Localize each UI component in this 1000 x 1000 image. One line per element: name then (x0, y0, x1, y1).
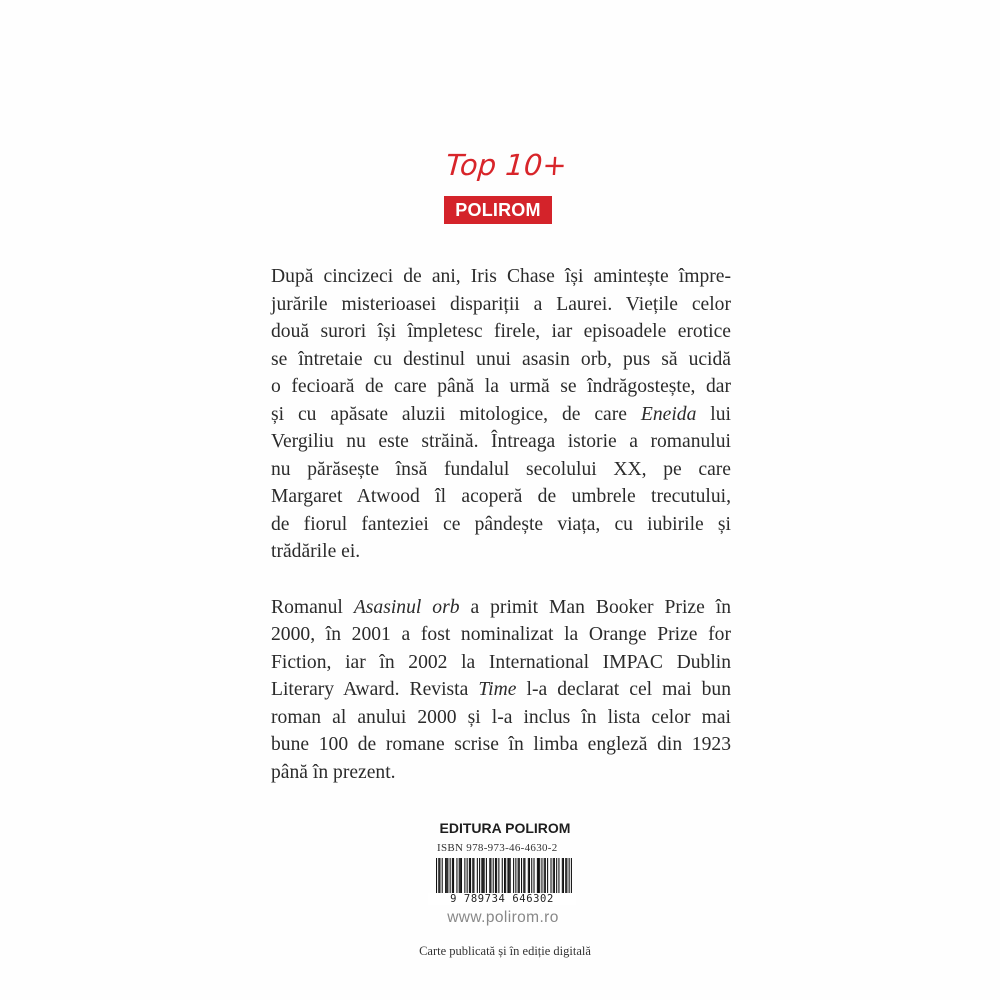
barcode-bar (519, 858, 520, 894)
blurb-line: 2000, în 2001 a fost nominalizat la Orange Prize for (271, 624, 731, 645)
blurb-line: Margaret Atwood îl acoperă de umbrele trecutului, (271, 486, 731, 507)
barcode-bar (544, 858, 545, 894)
barcode-bar (515, 858, 516, 894)
barcode-bar (460, 858, 461, 894)
blurb-line: bune 100 de romane scrise în limba engleză din 1923 (271, 734, 731, 755)
book-title-eneida: Eneida (640, 403, 697, 425)
blurb-line: o fecioară de care până la urmă se îndrăgostește, dar (271, 376, 731, 397)
barcode-bar (523, 858, 524, 894)
isbn: ISBN 978-973-46-4630-2 (437, 842, 558, 854)
blurb-line (271, 676, 731, 704)
barcode-bar (445, 858, 446, 894)
barcode-bar (545, 858, 546, 894)
blurb-paragraph-1 (271, 263, 731, 566)
barcode-bar (547, 858, 548, 894)
barcode-bar (524, 858, 525, 894)
barcode-bar (518, 858, 519, 894)
barcode-bar (496, 858, 497, 894)
barcode-bar (498, 858, 499, 894)
barcode-bar (541, 858, 542, 894)
magazine-title: Time (478, 679, 517, 700)
barcode-bar (539, 858, 540, 894)
barcode-bar (556, 858, 557, 894)
barcode-bar (442, 858, 443, 894)
barcode-bar (521, 858, 522, 894)
barcode-bar (450, 858, 451, 894)
barcode-bar (467, 858, 468, 894)
barcode-bar (554, 858, 555, 894)
barcode-bar (459, 858, 460, 894)
barcode-bar (550, 858, 551, 894)
barcode-bar (453, 858, 454, 894)
barcode-bar (509, 858, 510, 894)
barcode-bar (469, 858, 470, 894)
publisher-badge: POLIROM (444, 196, 552, 224)
blurb-line: se întretaie cu destinul unui asasin orb, pus să ucidă (271, 348, 731, 370)
blurb-text: a primit Man Booker Prize în (459, 596, 731, 618)
blurb-line: Vergiliu nu este străină. Întreaga istorie a romanului (271, 431, 731, 452)
book-title: Asasinul orb (353, 596, 460, 618)
barcode-bar (456, 858, 457, 894)
book-blurb (271, 263, 731, 786)
barcode-bar (502, 858, 503, 894)
barcode-bar (563, 858, 564, 894)
blurb-line (271, 594, 731, 622)
blurb-text: Literary Award. Revista (271, 679, 479, 700)
website-link[interactable]: www.polirom.ro (447, 909, 559, 926)
blurb-line: de fiorul fanteziei ce pândește viața, cu iubirile și (271, 513, 731, 535)
barcode-digits: 9 789734 646302 (428, 893, 576, 905)
blurb-line: roman al anului 2000 și l-a inclus în lista celor mai (271, 706, 731, 728)
barcode-bar (461, 858, 462, 894)
barcode-bar (537, 858, 538, 894)
barcode-bar (482, 858, 483, 894)
barcode-bar (447, 858, 448, 894)
blurb-line: Fiction, iar în 2002 la International IMPAC Dublin (271, 651, 731, 673)
barcode-bar (481, 858, 482, 894)
barcode-bar (566, 858, 567, 894)
barcode-bar (473, 858, 474, 894)
digital-edition-note: Carte publicată și în ediție digitală (419, 944, 591, 958)
barcode-bar (562, 858, 563, 894)
barcode-bar (446, 858, 447, 894)
barcode-bar (513, 858, 514, 894)
blurb-text: Romanul (271, 596, 354, 618)
barcode-bar (495, 858, 496, 894)
barcode-bar (490, 858, 491, 894)
blurb-paragraph-2 (271, 594, 731, 787)
blurb-line (271, 401, 731, 429)
barcode-bar (531, 858, 532, 894)
blurb-text: lui (710, 403, 731, 425)
barcode-bar (452, 858, 453, 894)
barcode-bar (528, 858, 529, 894)
series-logo: Top 10+ (444, 148, 568, 182)
barcode-bar (553, 858, 554, 894)
barcode-bar (507, 858, 508, 894)
barcode-bar (439, 858, 440, 894)
barcode-bar (510, 858, 511, 894)
barcode-bar (479, 858, 480, 894)
barcode-bar (484, 858, 485, 894)
barcode-bar (558, 858, 559, 894)
blurb-line: jurările misterioasei dispariții a Laurei. Viețile celor (271, 293, 731, 315)
barcode-bar (477, 858, 478, 894)
barcode-bar (464, 858, 465, 894)
barcode-bar (529, 858, 530, 894)
blurb-text: l-a declarat cel mai bun (516, 679, 731, 700)
barcode-bar (493, 858, 494, 894)
barcode-bar (470, 858, 471, 894)
barcode-bar (538, 858, 539, 894)
barcode-bar (533, 858, 534, 894)
blurb-line: două surori își împletesc firele, iar episoadele erotice (271, 321, 731, 342)
barcode-bar (489, 858, 490, 894)
blurb-text: și cu apăsate aluzii mitologice, de care (271, 403, 641, 425)
barcode-bar (472, 858, 473, 894)
blurb-line: până în prezent. (271, 761, 396, 783)
barcode-bar (486, 858, 487, 894)
blurb-line: nu părăsește însă fundalul secolului XX, pe care (271, 458, 731, 480)
blurb-line: trădările ei. (271, 541, 361, 562)
footer-publisher: EDITURA POLIROM (439, 820, 571, 836)
barcode-bar (565, 858, 566, 894)
blurb-line: După cincizeci de ani, Iris Chase își amintește împre- (271, 266, 731, 287)
